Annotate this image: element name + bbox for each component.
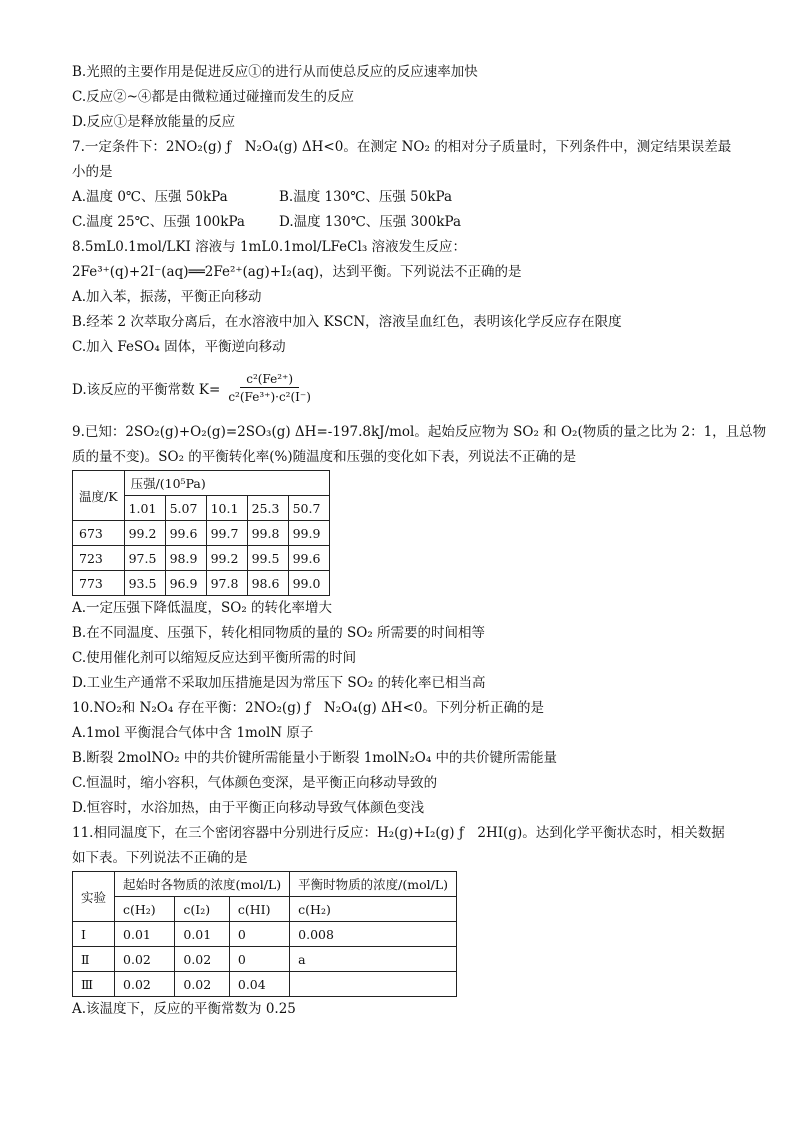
header-initial-concentration: 起始时各物质的浓度(mol/L) xyxy=(115,872,290,897)
table-cell: 99.9 xyxy=(288,521,329,546)
fraction-numerator: c²(Fe²⁺) xyxy=(240,372,299,388)
table-row xyxy=(73,947,457,972)
equilibrium-constant-fraction xyxy=(224,372,315,404)
pressure-cell: 5.07 xyxy=(165,496,206,521)
q11-option-a: A.该温度下，反应的平衡常数为 0.25 xyxy=(72,1001,296,1017)
q10-option-b: B.断裂 2molNO₂ 中的共价键所需能量小于断裂 1molN₂O₄ 中的共价键所需能量 xyxy=(72,750,558,766)
q8-option-c: C.加入 FeSO₄ 固体，平衡逆向移动 xyxy=(72,339,286,355)
subheader-cell: c(I₂) xyxy=(175,897,230,922)
table-cell: 93.5 xyxy=(124,571,165,596)
table-cell: 99.6 xyxy=(165,521,206,546)
experiment-cell: Ⅲ xyxy=(73,972,115,997)
q8-option-a: A.加入苯，振荡，平衡正向移动 xyxy=(72,289,262,305)
q7-option-a: A.温度 0℃、压强 50kPa xyxy=(72,189,228,205)
q8-option-d xyxy=(72,362,732,414)
table-cell: 99.8 xyxy=(247,521,288,546)
table-cell: 0.01 xyxy=(175,922,230,947)
table-header-row xyxy=(73,872,457,897)
table-cell: 0.01 xyxy=(115,922,175,947)
subheader-cell: c(H₂) xyxy=(290,897,457,922)
q10-option-a: A.1mol 平衡混合气体中含 1molN 原子 xyxy=(72,725,314,741)
table-row xyxy=(73,546,330,571)
table-cell: 0.02 xyxy=(175,947,230,972)
table-row xyxy=(73,972,457,997)
q10-option-d: D.恒容时，水浴加热，由于平衡正向移动导致气体颜色变浅 xyxy=(72,800,425,816)
q9-option-b: B.在不同温度、压强下，转化相同物质的量的 SO₂ 所需要的时间相等 xyxy=(72,625,486,641)
fraction-denominator: c²(Fe³⁺)·c²(I⁻) xyxy=(228,390,311,404)
q8-option-b: B.经苯 2 次萃取分离后，在水溶液中加入 KSCN，溶液呈血红色，表明该化学反应存在限度 xyxy=(72,314,622,330)
q9-option-a: A.一定压强下降低温度，SO₂ 的转化率增大 xyxy=(72,600,333,616)
table-cell: 99.0 xyxy=(288,571,329,596)
so2-conversion-table xyxy=(72,470,330,596)
table-row xyxy=(73,922,457,947)
q9-option-c: C.使用催化剂可以缩短反应达到平衡所需的时间 xyxy=(72,650,357,666)
q10-option-c: C.恒温时，缩小容积，气体颜色变深，是平衡正向移动导致的 xyxy=(72,775,438,791)
table-cell: 0.02 xyxy=(115,972,175,997)
temperature-cell: 673 xyxy=(73,521,125,546)
option-d-line: D.反应①是释放能量的反应 xyxy=(72,114,236,130)
table-cell: 0.008 xyxy=(290,922,457,947)
q9-option-d: D.工业生产通常不采取加压措施是因为常压下 SO₂ 的转化率已相当高 xyxy=(72,675,486,691)
subheader-cell: c(H₂) xyxy=(115,897,175,922)
question-9-stem-cont: 质的量不变)。SO₂ 的平衡转化率(%)随温度和压强的变化如下表，列说法不正确的是 xyxy=(72,449,577,465)
table-row xyxy=(73,521,330,546)
header-experiment: 实验 xyxy=(73,872,115,922)
table-row xyxy=(73,571,330,596)
table-cell: 0.02 xyxy=(115,947,175,972)
header-pressure: 压强/(10⁵Pa) xyxy=(124,471,329,496)
document-page xyxy=(72,60,767,1022)
experiment-cell: Ⅰ xyxy=(73,922,115,947)
table-cell: 97.5 xyxy=(124,546,165,571)
pressure-cell: 50.7 xyxy=(288,496,329,521)
q7-option-d: D.温度 130℃、压强 300kPa xyxy=(279,214,462,230)
question-10-stem: 10.NO₂和 N₂O₄ 存在平衡：2NO₂(g) ƒ N₂O₄(g) ΔH<0。下列分析正确的是 xyxy=(72,700,544,716)
table-header-row xyxy=(73,471,330,496)
header-temperature: 温度/K xyxy=(73,471,125,521)
table-cell: 98.9 xyxy=(165,546,206,571)
table-cell: 99.5 xyxy=(247,546,288,571)
question-7-options-cd xyxy=(72,210,732,235)
equilibrium-data-table xyxy=(72,871,457,997)
pressure-cell: 25.3 xyxy=(247,496,288,521)
header-equilibrium-concentration: 平衡时物质的浓度/(mol/L) xyxy=(290,872,457,897)
question-7-options-ab xyxy=(72,185,732,210)
table-cell: 99.6 xyxy=(288,546,329,571)
table-cell: 99.2 xyxy=(206,546,247,571)
table-cell xyxy=(290,972,457,997)
table-cell: 0 xyxy=(229,947,289,972)
q7-option-c: C.温度 25℃、压强 100kPa xyxy=(72,214,245,230)
pressure-cell: 1.01 xyxy=(124,496,165,521)
pressure-cell: 10.1 xyxy=(206,496,247,521)
question-8-stem: 8.5mL0.1mol/LKI 溶液与 1mL0.1mol/LFeCl₃ 溶液发生反应： xyxy=(72,239,467,255)
q7-option-b: B.温度 130℃、压强 50kPa xyxy=(279,189,453,205)
question-11-stem-cont: 如下表。下列说法不正确的是 xyxy=(72,850,248,866)
table-cell: 99.7 xyxy=(206,521,247,546)
option-c-line: C.反应②~④都是由微粒通过碰撞而发生的反应 xyxy=(72,89,354,105)
subheader-cell: c(HI) xyxy=(229,897,289,922)
table-cell: 97.8 xyxy=(206,571,247,596)
table-subheader-row xyxy=(73,897,457,922)
table-cell: a xyxy=(290,947,457,972)
question-7-stem-cont: 小的是 xyxy=(72,164,113,180)
q8-option-d-prefix: D.该反应的平衡常数 K= xyxy=(72,382,221,398)
table-cell: 99.2 xyxy=(124,521,165,546)
temperature-cell: 723 xyxy=(73,546,125,571)
question-7-stem: 7.一定条件下：2NO₂(g) ƒ N₂O₄(g) ΔH<0。在测定 NO₂ 的相对分子质量时，下列条件中，测定结果误差最 xyxy=(72,139,732,155)
table-cell: 98.6 xyxy=(247,571,288,596)
experiment-cell: Ⅱ xyxy=(73,947,115,972)
question-9-stem: 9.已知：2SO₂(g)+O₂(g)=2SO₃(g) ΔH=-197.8kJ/mol。起始反应物为 SO₂ 和 O₂(物质的量之比为 2：1，且总物 xyxy=(72,424,767,440)
option-b-line: B.光照的主要作用是促进反应①的进行从而使总反应的反应速率加快 xyxy=(72,64,478,80)
table-cell: 0.02 xyxy=(175,972,230,997)
temperature-cell: 773 xyxy=(73,571,125,596)
question-11-stem: 11.相同温度下，在三个密闭容器中分别进行反应：H₂(g)+I₂(g) ƒ 2HI(g)。达到化学平衡状态时，相关数据 xyxy=(72,825,725,841)
table-cell: 0 xyxy=(229,922,289,947)
question-8-equation: 2Fe³⁺(q)+2I⁻(aq)══2Fe²⁺(ag)+I₂(aq)，达到平衡。下列说法不正确的是 xyxy=(72,264,522,280)
table-cell: 96.9 xyxy=(165,571,206,596)
table-cell: 0.04 xyxy=(229,972,289,997)
